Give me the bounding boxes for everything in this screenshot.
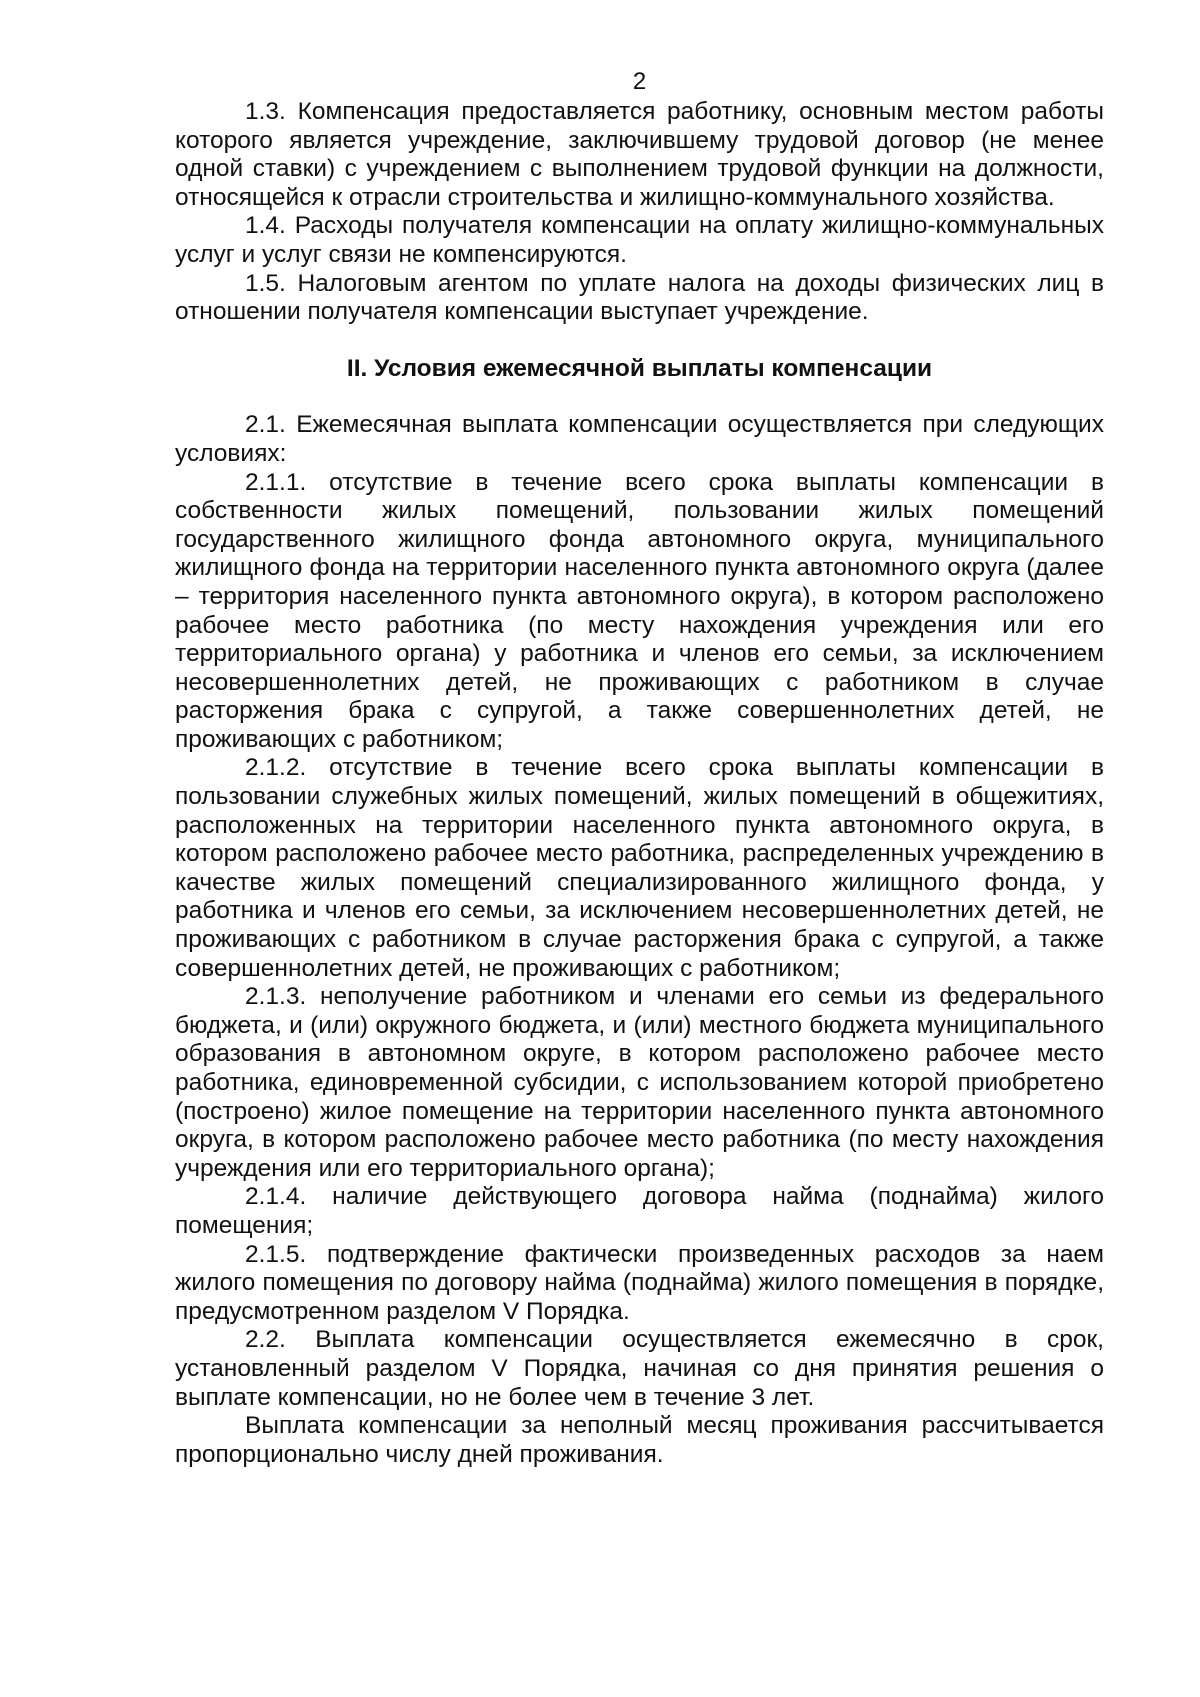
paragraph-2-2: 2.2. Выплата компенсации осуществляется ежемесячно в срок, установленный разделом V Порядка, начиная со дня принятия решения о выплате компенсации, но не более чем в течение 3 лет. xyxy=(175,1326,1104,1411)
paragraph-partial-month: Выплата компенсации за неполный месяц проживания рассчитывается пропорционально числу дней проживания. xyxy=(175,1412,1104,1468)
paragraph-1-3: 1.3. Компенсация предоставляется работнику, основным местом работы которого является учреждение, заключившему трудовой договор (не менее одной ставки) с учреждением с выполнением трудовой функции на должности, относящейся к отрасли строительства и жилищно-коммунального хозяйства. xyxy=(175,98,1104,211)
paragraph-2-1-5: 2.1.5. подтверждение фактически произведенных расходов за наем жилого помещения по договору найма (поднайма) жилого помещения в порядке, предусмотренном разделом V Порядка. xyxy=(175,1240,1104,1325)
paragraph-2-1: 2.1. Ежемесячная выплата компенсации осуществляется при следующих условиях: xyxy=(175,411,1104,467)
paragraph-2-1-4: 2.1.4. наличие действующего договора найма (поднайма) жилого помещения; xyxy=(175,1183,1104,1239)
paragraph-2-1-2: 2.1.2. отсутствие в течение всего срока выплаты компенсации в пользовании служебных жилых помещений, жилых помещений в общежитиях, расположенных на территории населенного пункта автономного округа, в котором расположено рабочее место работника, распределенных учреждению в качестве жилых помещений специализированного жилищного фонда, у работника и членов его семьи, за исключением несовершеннолетних детей, не проживающих с работником в случае расторжения брака с супругой, а также совершеннолетних детей, не проживающих с работником; xyxy=(175,754,1104,982)
paragraph-2-1-1: 2.1.1. отсутствие в течение всего срока выплаты компенсации в собственности жилых помещений, пользовании жилых помещений государственного жилищного фонда автономного округа, муниципального жилищного фонда на территории населенного пункта автономного округа (далее – территория населенного пункта автономного округа), в котором расположено рабочее место работника (по месту нахождения учреждения или его территориального органа) у работника и членов его семьи, за исключением несовершеннолетних детей, не проживающих с работником в случае расторжения брака с супругой, а также совершеннолетних детей, не проживающих с работником; xyxy=(175,468,1104,753)
paragraph-1-4: 1.4. Расходы получателя компенсации на оплату жилищно-коммунальных услуг и услуг связи не компенсируются. xyxy=(175,212,1104,268)
paragraph-2-1-3: 2.1.3. неполучение работником и членами его семьи из федерального бюджета, и (или) окружного бюджета, и (или) местного бюджета муниципального образования в автономном округе, в котором расположено рабочее место работника, единовременной субсидии, с использованием которой приобретено (построено) жилое помещение на территории населенного пункта автономного округа, в котором расположено рабочее место работника (по месту нахождения учреждения или его территориального органа); xyxy=(175,983,1104,1182)
paragraph-1-5: 1.5. Налоговым агентом по уплате налога на доходы физических лиц в отношении получателя компенсации выступает учреждение. xyxy=(175,269,1104,326)
section-heading: II. Условия ежемесячной выплаты компенсации xyxy=(346,354,933,382)
page-number: 2 xyxy=(632,68,647,95)
